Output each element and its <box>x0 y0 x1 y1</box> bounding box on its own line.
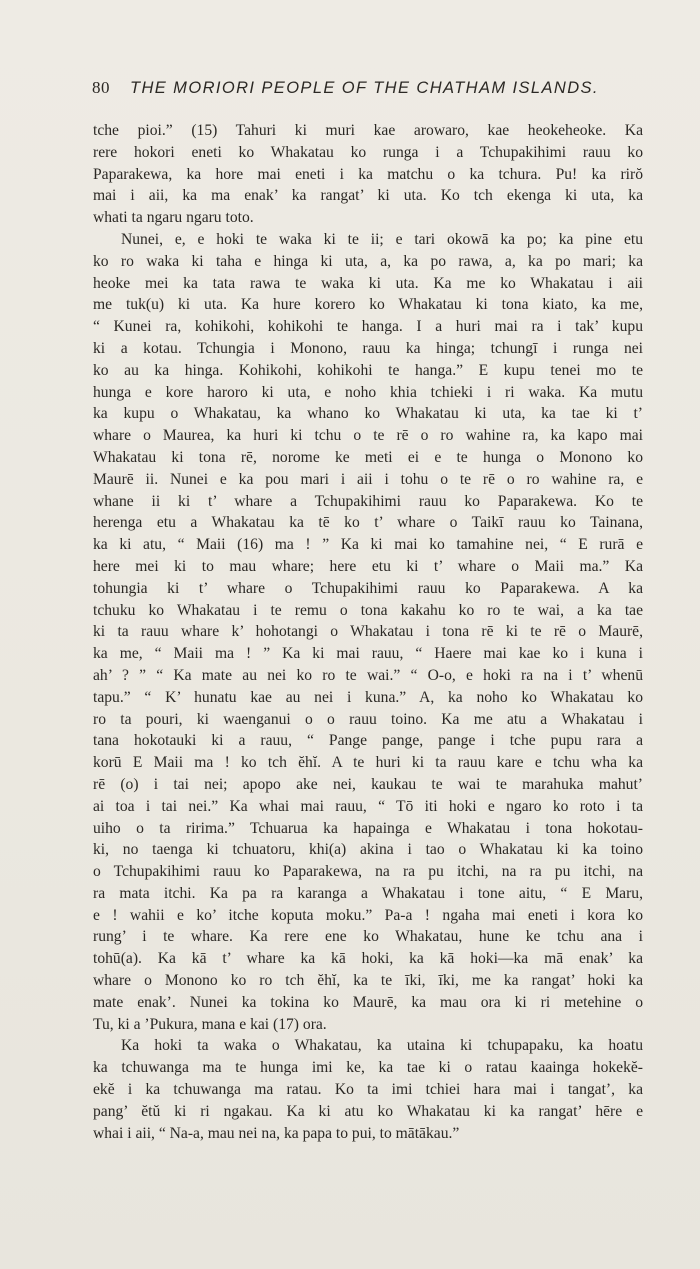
text-line: whai i aii, “ Na-a, mau nei na, ka papa to pui, to mātākau.” <box>93 1124 460 1142</box>
text-line: ka me, “ Maii ma ! ” Ka ki mai rauu, “ Haere mai kae ko i kuna i <box>93 645 643 663</box>
text-line: rung’ i te whare. Ka rere ene ko Whakatau, hune ke tchu ana i <box>93 928 643 946</box>
text-line: ekĕ i ka tchuwanga ma ratau. Ko ta imi tchiei hara mai i tangat’, ka <box>93 1081 643 1099</box>
text-line: pang’ ĕtŭ ki ri ngakau. Ka ki atu ko Whakatau ki ka rangat’ hēre e <box>93 1102 643 1120</box>
text-line: tohungia ki t’ whare o Tchupakihimi rauu ko Paparakewa. A ka <box>93 579 643 597</box>
text-line: Nunei, e, e hoki te waka ki te ii; e tari okowā ka po; ka pine etu <box>121 230 643 248</box>
text-line: rē (o) i tai nei; apopo ake nei, kaukau te wai te marahuka mahut’ <box>93 775 643 793</box>
paragraph <box>93 1035 643 1144</box>
text-line: hunga e kore haroro ki uta, e noho khia tchieki i ri waka. Ka mutu <box>93 383 643 401</box>
text-line: whare o Maurea, ka huri ki tchu o te rē o ro wahine ra, ka kapo mai <box>93 427 643 445</box>
text-line: whare o Monono ko ro tch ĕhĭ, ka te īki, īki, me ka rangat’ hoki ka <box>93 972 643 990</box>
text-line: “ Kunei ra, kohikohi, kohikohi te hanga. I a huri mai ra i tak’ kupu <box>93 318 643 336</box>
text-line: whati ta ngaru ngaru toto. <box>93 209 254 227</box>
text-line: ai toa i tai nei.” Ka whai mai rauu, “ Tō iti hoki e ngaro ko roto i ta <box>93 797 643 815</box>
text-line: tohū(a). Ka kā t’ whare ka kā hoki, ka kā hoki—ka mā enak’ ka <box>93 950 643 968</box>
text-line: whane ii ki t’ whare a Tchupakihimi rauu ko Paparakewa. Ko te <box>93 492 643 510</box>
running-title: THE MORIORI PEOPLE OF THE CHATHAM ISLANDS. <box>130 79 599 97</box>
text-line: ka ki atu, “ Maii (16) ma ! ” Ka ki mai ko tamahine nei, “ E rurā e <box>93 536 643 554</box>
text-line: herenga etu a Whakatau ka tē ko t’ whare o Taikī rauu ko Tainana, <box>93 514 643 532</box>
text-line: ko ro waka ki taha e hinga ki uta, a, ka po rawa, a, ka po mari; ka <box>93 252 643 270</box>
text-line: Tu, ki a ’Pukura, mana e kai (17) ora. <box>93 1015 327 1033</box>
text-line: me tuk(u) ki uta. Ka hure korero ko Whakatau ki tona kiato, ka me, <box>93 296 643 314</box>
text-line: ki, no taenga ki tchuatoru, khi(a) akina i tao o Whakatau ki ka toino <box>93 841 643 859</box>
text-line: mai i aii, ka ma enak’ ka rangat’ ki uta. Ko tch ekenga ki uta, ka <box>93 187 643 205</box>
text-line: here mei ki to mau whare; here etu ki t’ whare o Maii ma.” Ka <box>93 557 643 575</box>
text-line: ko au ka hinga. Kohikohi, kohikohi te hanga.” E kupu tenei mo te <box>93 361 643 379</box>
text-line: korū E Maii ma ! ko tch ĕhĭ. A te huri ki ta rauu kare e tchu wha ka <box>93 754 643 772</box>
paragraph <box>93 120 643 229</box>
text-line: Paparakewa, ka hore mai eneti i ka matchu o ka tchura. Pu! ka rirŏ <box>93 165 643 183</box>
text-line: ki a kotau. Tchungia i Monono, rauu ka hinga; tchungī i runga nei <box>93 339 643 357</box>
page-header <box>92 78 640 104</box>
text-line: ra mata itchi. Ka pa ra karanga a Whakatau i tone aitu, “ E Maru, <box>93 884 643 902</box>
text-line: ah’ ? ” “ Ka mate au nei ko ro te wai.” “ O-o, e hoki ra na i t’ whenū <box>93 666 643 684</box>
text-line: ro ta pouri, ki waenganui o o rauu toino. Ka me atu a Whakatau i <box>93 710 643 728</box>
text-line: heoke mei ka tata rawa te waka ki uta. Ka me ko Whakatau i aii <box>93 274 643 292</box>
paragraph <box>93 229 643 1035</box>
text-line: rere hokori eneti ko Whakatau ko runga i a Tchupakihimi rauu ko <box>93 143 643 161</box>
text-line: tana hokotauki ki a rauu, “ Pange pange, pange i tche pupu rara a <box>93 732 643 750</box>
text-line: ka kupu o Whakatau, ka whano ko Whakatau ki uta, ka tae ki t’ <box>93 405 643 423</box>
text-line: tche pioi.” (15) Tahuri ki muri kae arowaro, kae heokeheoke. Ka <box>93 122 643 139</box>
text-line: Ka hoki ta waka o Whakatau, ka utaina ki tchupapaku, ka hoatu <box>121 1037 643 1055</box>
text-line: tapu.” “ K’ hunatu kae au nei i kuna.” A, ka noho ko Whakatau ko <box>93 688 643 706</box>
text-line: Whakatau ki tona rē, norome ke meti ei e te hunga o Monono ko <box>93 448 643 466</box>
text-line: mate enak’. Nunei ka tokina ko Maurē, ka mau ora ki ri metehine o <box>93 993 643 1011</box>
body-text <box>93 120 643 1144</box>
text-line: ki ta rauu whare k’ hohotangi o Whakatau i tona rē ki te rē o Maurē, <box>93 623 643 641</box>
text-line: tchuku ko Whakatau i te remu o tona kakahu ko ro te wai, a ka tae <box>93 601 643 619</box>
text-line: o Tchupakihimi rauu ko Paparakewa, na ra pu itchi, na ra pu itchi, na <box>93 863 643 881</box>
text-line: Maurē ii. Nunei e ka pou mari i aii i tohu o te rē o ro wahine ra, e <box>93 470 643 488</box>
page-number: 80 <box>92 78 110 97</box>
text-line: ka tchuwanga ma te hunga imi ke, ka tae ki o ratau kaainga hokekĕ- <box>93 1059 643 1077</box>
text-line: uiho o ta ririma.” Tchuarua ka hapainga e Whakatau i tona hokotau- <box>93 819 643 837</box>
text-line: e ! wahii e ko’ itche koputa moku.” Pa-a ! ngaha mai eneti i kora ko <box>93 906 643 924</box>
